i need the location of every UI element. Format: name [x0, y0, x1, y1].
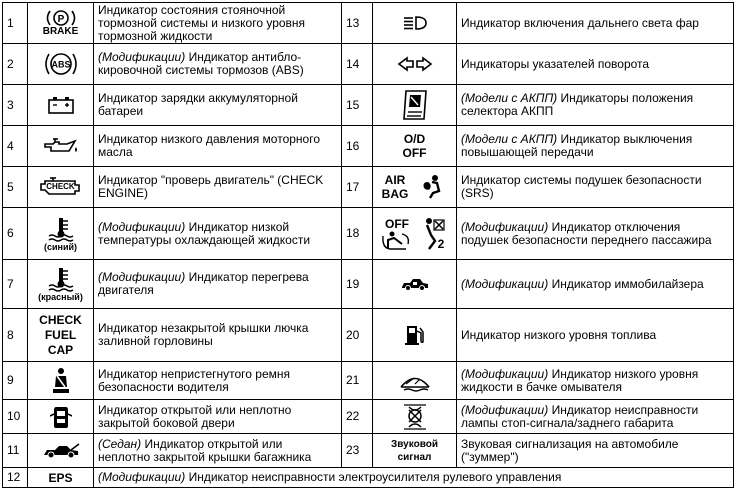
brake-warning-icon	[41, 9, 81, 27]
description: Индикатор незакрытой крышки лючка заливной горловины	[94, 309, 342, 362]
coolant-temp-icon	[46, 216, 76, 242]
row-number: 13	[342, 3, 373, 44]
description: (Модификации) Индикатор отключения подушек безопасности переднего пассажира	[457, 208, 734, 260]
icon-cell	[373, 309, 457, 362]
oil-pressure-icon	[41, 136, 81, 156]
row-number: 8	[3, 309, 28, 362]
table-row	[3, 309, 734, 362]
icon-cell	[28, 260, 94, 309]
gear-selector-icon	[400, 89, 430, 121]
row-number: 14	[342, 44, 373, 85]
airbag-label: AIR BAG	[381, 173, 409, 201]
seat-belt-icon	[49, 367, 73, 395]
icon-cell	[373, 126, 457, 167]
description: (Модификации) Индикатор иммобилайзера	[457, 260, 734, 309]
description: Индикатор открытой или неплотно закрытой боковой двери	[94, 400, 342, 434]
icon-cell	[373, 85, 457, 126]
blue-label: (синий)	[43, 241, 78, 252]
description: Индикатор низкого уровня топлива	[457, 309, 734, 362]
icon-cell	[28, 167, 94, 208]
row-number: 7	[3, 260, 28, 309]
icon-cell	[28, 85, 94, 126]
table-row	[3, 44, 734, 85]
icon-cell	[373, 260, 457, 309]
row-number: 19	[342, 260, 373, 309]
icon-cell	[28, 400, 94, 434]
abs-icon	[41, 51, 81, 77]
turn-signal-icon	[397, 56, 433, 72]
icon-cell	[373, 167, 457, 208]
svg-text:ABS: ABS	[50, 59, 71, 70]
od-off-label: O/D OFF	[402, 132, 427, 160]
icon-cell	[373, 400, 457, 434]
row-number: 22	[342, 400, 373, 434]
description: Индикатор непристегнутого ремня безопасности водителя	[94, 362, 342, 400]
icon-cell	[28, 434, 94, 468]
row-number: 10	[3, 400, 28, 434]
description: (Модификации) Индикатор низкой температуры охлаждающей жидкости	[94, 208, 342, 260]
immobilizer-icon	[400, 276, 430, 292]
description: Индикаторы указателей поворота	[457, 44, 734, 85]
passenger-airbag-icon	[419, 217, 449, 251]
description: (Модели с АКПП) Индикатор выключения повышающей передачи	[457, 126, 734, 167]
row-number: 17	[342, 167, 373, 208]
row-number: 11	[3, 434, 28, 468]
fuel-icon	[403, 323, 427, 347]
table-row	[3, 208, 734, 260]
red-label: (красный)	[38, 292, 83, 302]
description: Индикатор включения дальнего света фар	[457, 3, 734, 44]
check-fuel-cap-label: CHECK FUEL CAP	[39, 312, 82, 357]
row-number: 12	[3, 468, 28, 488]
battery-icon	[46, 95, 76, 115]
icon-cell	[28, 309, 94, 362]
icon-cell	[28, 468, 94, 488]
row-number: 23	[342, 434, 373, 468]
row-number: 3	[3, 85, 28, 126]
description: (Седан) Индикатор открытой или неплотно закрытой крышки багажника	[94, 434, 342, 468]
description: Индикатор системы подушек безопасности (SRS)	[457, 167, 734, 208]
high-beam-icon	[400, 15, 430, 31]
table-row	[3, 362, 734, 400]
table-row	[3, 434, 734, 468]
buzzer-label: Звуковой сигнал	[391, 438, 438, 463]
table-row	[3, 167, 734, 208]
row-number: 18	[342, 208, 373, 260]
icon-cell	[28, 208, 94, 260]
table-row	[3, 260, 734, 309]
row-number: 1	[3, 3, 28, 44]
description: Индикатор состояния стояночной тормозной системы и низкого уровня тормозной жидкости	[94, 3, 342, 44]
airbag-off-label: OFF	[384, 216, 409, 231]
icon-cell	[28, 44, 94, 85]
row-number: 9	[3, 362, 28, 400]
icon-cell	[28, 3, 94, 44]
icon-cell	[373, 434, 457, 468]
description: Индикатор зарядки аккумуляторной батареи	[94, 85, 342, 126]
description: (Модификации) Индикатор антибло-кировочной системы тормозов (ABS)	[94, 44, 342, 85]
row-number: 5	[3, 167, 28, 208]
description: (Модели с АКПП) Индикаторы положения селектора АКПП	[457, 85, 734, 126]
description: (Модификации) Индикатор низкого уровня жидкости в бачке омывателя	[457, 362, 734, 400]
icon-cell	[373, 208, 457, 260]
icon-cell	[28, 126, 94, 167]
brake-lamp-fault-icon	[402, 403, 428, 431]
indicator-table	[2, 2, 734, 488]
row-number: 20	[342, 309, 373, 362]
row-number: 21	[342, 362, 373, 400]
washer-fluid-icon	[398, 370, 432, 392]
description: Индикатор "проверь двигатель" (CHECK ENGINE)	[94, 167, 342, 208]
passenger-airbag-off-icon	[380, 216, 414, 252]
check-engine-label: CHECK	[46, 182, 75, 191]
description: (Модификации) Индикатор перегрева двигателя	[94, 260, 342, 309]
icon-cell	[28, 362, 94, 400]
trunk-open-icon	[41, 442, 81, 460]
table-row	[3, 468, 734, 488]
table-row	[3, 126, 734, 167]
passenger-index: 2	[437, 236, 445, 251]
table-row	[3, 3, 734, 44]
coolant-temp-icon	[46, 266, 76, 292]
row-number: 15	[342, 85, 373, 126]
brake-label: BRAKE	[42, 26, 79, 37]
door-open-icon	[50, 404, 72, 430]
description: (Модификации) Индикатор неисправности лампы стоп-сигнала/заднего габарита	[457, 400, 734, 434]
icon-cell	[373, 44, 457, 85]
row-number: 6	[3, 208, 28, 260]
table-row	[3, 85, 734, 126]
eps-label: EPS	[48, 470, 73, 485]
svg-text:P: P	[57, 14, 64, 25]
row-number: 2	[3, 44, 28, 85]
description: (Модификации) Индикатор неисправности электроусилителя рулевого управления	[94, 468, 734, 488]
row-number: 16	[342, 126, 373, 167]
row-number: 4	[3, 126, 28, 167]
description: Индикатор низкого давления моторного масла	[94, 126, 342, 167]
airbag-icon	[420, 174, 446, 200]
icon-cell	[373, 362, 457, 400]
icon-cell	[373, 3, 457, 44]
description: Звуковая сигнализация на автомобиле ("зуммер")	[457, 434, 734, 468]
table-row	[3, 400, 734, 434]
